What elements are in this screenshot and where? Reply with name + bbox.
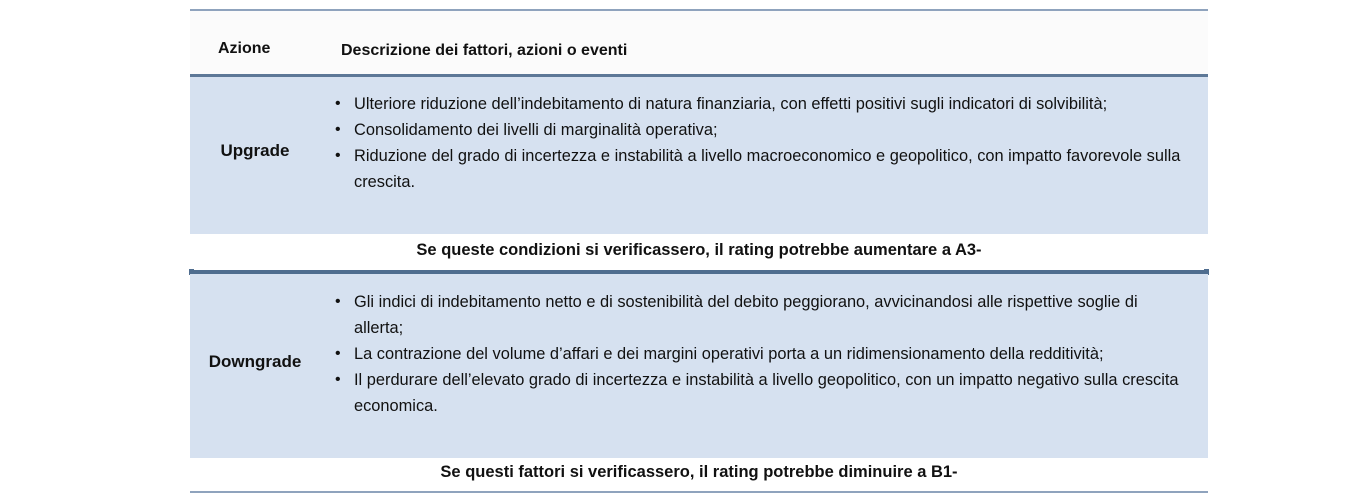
bullet-text: Gli indici di indebitamento netto e di sostenibilità del debito peggiorano, avvicinandosi alle rispettive soglie di allerta; [354,293,1138,337]
bullet-icon: • [335,293,341,310]
downgrade-conclusion-row [190,458,1208,491]
header-description: Descrizione dei fattori, azioni o eventi [341,42,628,59]
rating-table [190,9,1208,493]
list-item [330,367,1190,419]
list-item [330,91,1190,117]
downgrade-bullet-list [330,289,1190,419]
list-item [330,341,1190,367]
bullet-icon: • [335,95,341,112]
bullet-icon: • [335,121,341,138]
list-item [330,289,1190,341]
bullet-icon: • [335,371,341,388]
table-bottom-rule [190,491,1208,493]
header-action: Azione [218,40,271,57]
bullet-icon: • [335,147,341,164]
list-item [330,143,1190,195]
list-item [330,117,1190,143]
bullet-text: Riduzione del grado di incertezza e instabilità a livello macroeconomico e geopolitico, con impatto favorevole sulla crescita. [354,147,1181,191]
bullet-text: Ulteriore riduzione dell’indebitamento di natura finanziaria, con effetti positivi sugli indicatori di solvibilità; [354,95,1108,113]
downgrade-conclusion: Se questi fattori si verificassero, il rating potrebbe diminuire a B1- [440,463,958,481]
upgrade-conclusion-row [190,234,1208,270]
table-header [190,11,1208,74]
upgrade-conclusion: Se queste condizioni si verificassero, il rating potrebbe aumentare a A3- [416,241,982,259]
bullet-text: Consolidamento dei livelli di marginalità operativa; [354,121,718,139]
bullet-text: Il perdurare dell’elevato grado di incertezza e instabilità a livello geopolitico, con un impatto negativo sulla crescita economica. [354,371,1179,415]
upgrade-bullet-list [330,91,1190,195]
downgrade-label: Downgrade [208,352,302,371]
upgrade-label: Upgrade [220,141,290,160]
bullet-icon: • [335,345,341,362]
downgrade-row [190,274,1208,458]
upgrade-row [190,77,1208,234]
bullet-text: La contrazione del volume d’affari e dei margini operativi porta a un ridimensionamento della redditività; [354,345,1104,363]
